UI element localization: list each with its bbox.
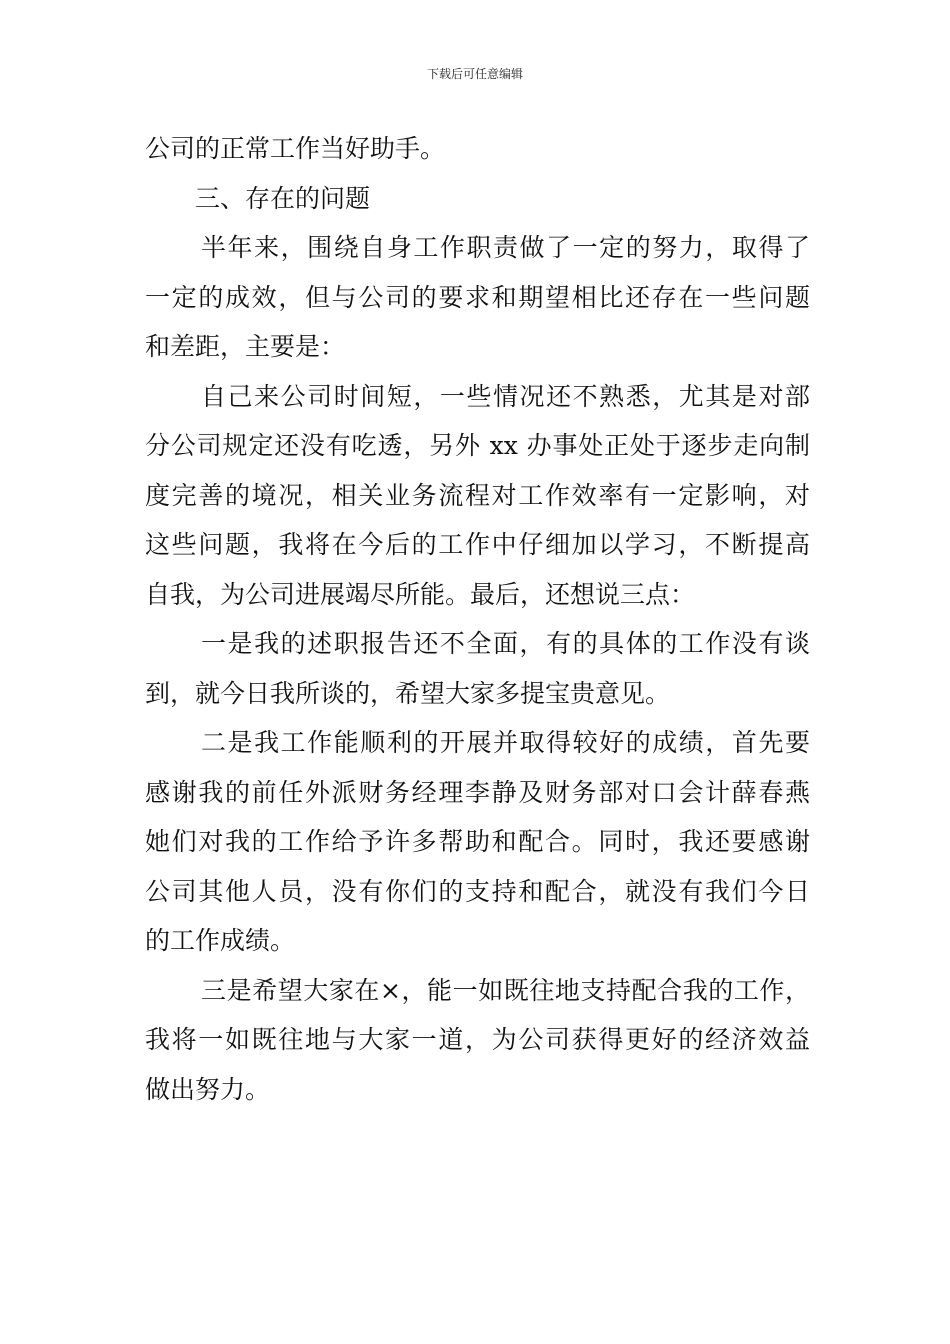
page-header: 下载后可任意编辑 [426,67,523,81]
text-line: 一定的成效，但与公司的要求和期望相比还存在一些问题 [145,282,810,312]
text-line: 半年来，围绕自身工作职责做了一定的努力，取得了 [201,233,810,262]
text-line: 我将一如既往地与大家一道，为公司获得更好的经济效益 [145,1025,810,1054]
text-line: 公司其他人员，没有你们的支持和配合，就没有我们今日 [145,876,810,906]
document-body [145,124,810,1114]
text-line: 公司的正常工作当好助手。 [145,134,446,163]
text-line: 一是我的述职报告还不全面，有的具体的工作没有谈 [201,629,810,658]
text-line: 三是希望大家在×，能一如既往地支持配合我的工作， [201,975,810,1005]
text-line: 的工作成绩。 [145,926,296,955]
text-line: 二是我工作能顺利的开展并取得较好的成绩，首先要 [201,728,810,757]
text-line: 这些问题，我将在今后的工作中仔细加以学习，不断提高 [145,530,810,559]
text-line: 自我，为公司进展竭尽所能。最后，还想说三点： [145,579,696,609]
text-line: 和差距，主要是： [145,332,346,361]
section-heading: 三、存在的问题 [195,183,371,213]
text-line: 分公司规定还没有吃透，另外 xx 办事处正处于逐步走向制 [145,431,810,460]
text-line: 度完善的境况，相关业务流程对工作效率有一定影响，对 [145,480,810,510]
text-line: 自己来公司时间短，一些情况还不熟悉，尤其是对部 [201,381,810,411]
text-line: 她们对我的工作给予许多帮助和配合。同时，我还要感谢 [145,827,810,856]
text-line: 做出努力。 [145,1074,271,1104]
text-line: 感谢我的前任外派财务经理李静及财务部对口会计薛春燕 [145,777,810,807]
text-line: 到，就今日我所谈的，希望大家多提宝贵意见。 [145,678,671,708]
